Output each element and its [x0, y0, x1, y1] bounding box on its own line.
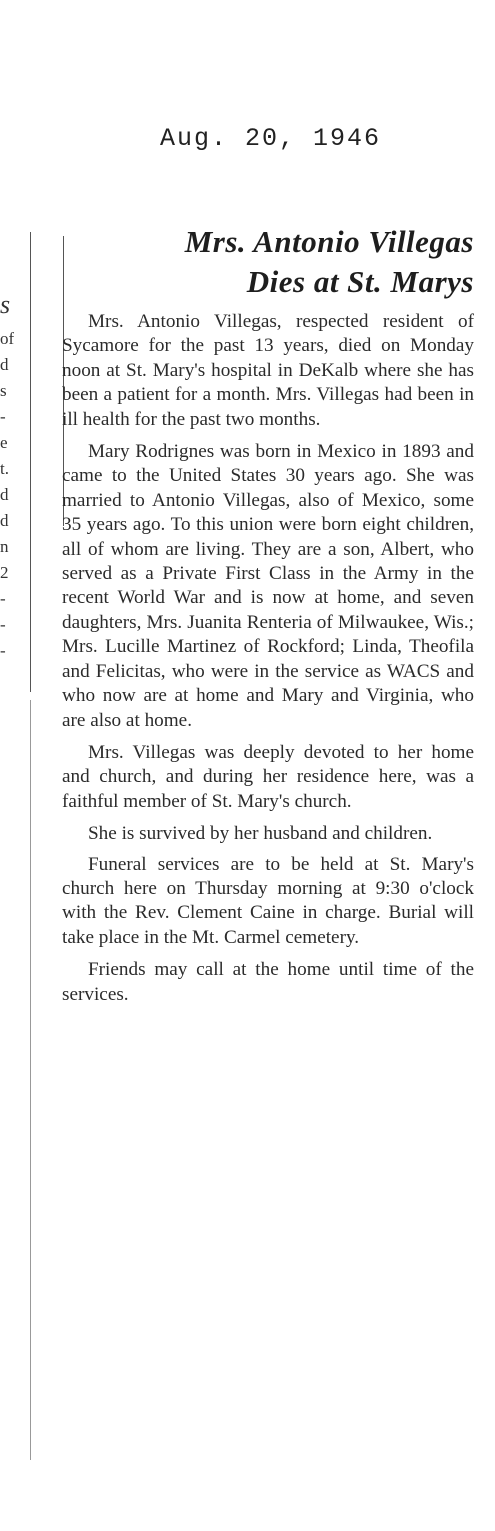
article-paragraph: Funeral services are to be held at St. Mary's church here on Thursday morning at 9:30 o'clock with the Rev. Clement Caine in charge. Burial will take place in the Mt. Carmel cemetery.	[62, 853, 474, 948]
edge-fragment: e	[0, 433, 8, 452]
edge-fragment: d	[0, 511, 9, 530]
column-rule-left	[30, 232, 31, 692]
edge-fragment: s	[0, 381, 7, 400]
clipping-date: Aug. 20, 1946	[160, 124, 382, 153]
edge-fragment: n	[0, 537, 9, 556]
edge-fragment: 2	[0, 563, 9, 582]
article-paragraph: Mrs. Antonio Villegas, respected resident of Sycamore for the past 13 years, died on Monday noon at St. Mary's hospital in DeKalb where she has been a patient for a month. Mrs. Villegas had been in ill health for the past two months.	[62, 311, 474, 430]
column-rule-left-lower	[30, 700, 31, 1460]
article-paragraph: Mary Rodrignes was born in Mexico in 1893 and came to the United States 30 years ago. She was married to Antonio Villegas, also of Mexico, some 35 years ago. To this union were born eight children, all of whom are living. They are a son, Albert, who served as a Private First Class in the Army in the recent World War and is now at home, and seven daughters, Mrs. Juanita Renteria of Milwaukee, Wis.; Mrs. Lucille Martinez of Rockford; Linda, Theofila and Felicitas, who were in the service as WACS and who now are at home and Mary and Virginia, who are also at home.	[62, 441, 474, 731]
edge-fragment: d	[0, 485, 9, 504]
article-paragraph: She is survived by her husband and children.	[88, 823, 433, 845]
edge-fragment: t.	[0, 459, 9, 478]
edge-fragment: d	[0, 355, 9, 374]
article-paragraph: Mrs. Villegas was deeply devoted to her home and church, and during her residence here, was a faithful member of St. Mary's church.	[62, 741, 474, 812]
obituary-article	[62, 222, 474, 1015]
edge-fragment: -	[0, 407, 6, 426]
edge-fragment: -	[0, 589, 6, 608]
edge-fragment: of	[0, 329, 14, 348]
edge-fragment: -	[0, 615, 6, 634]
edge-fragment: s	[0, 290, 11, 319]
edge-fragment: -	[0, 641, 6, 660]
article-paragraph: Friends may call at the home until time of the services.	[62, 959, 474, 1005]
adjacent-column-fragment	[0, 290, 14, 664]
headline	[62, 222, 474, 302]
headline-line-1: Mrs. Antonio Villegas	[184, 224, 474, 259]
headline-line-2: Dies at St. Marys	[246, 264, 474, 299]
